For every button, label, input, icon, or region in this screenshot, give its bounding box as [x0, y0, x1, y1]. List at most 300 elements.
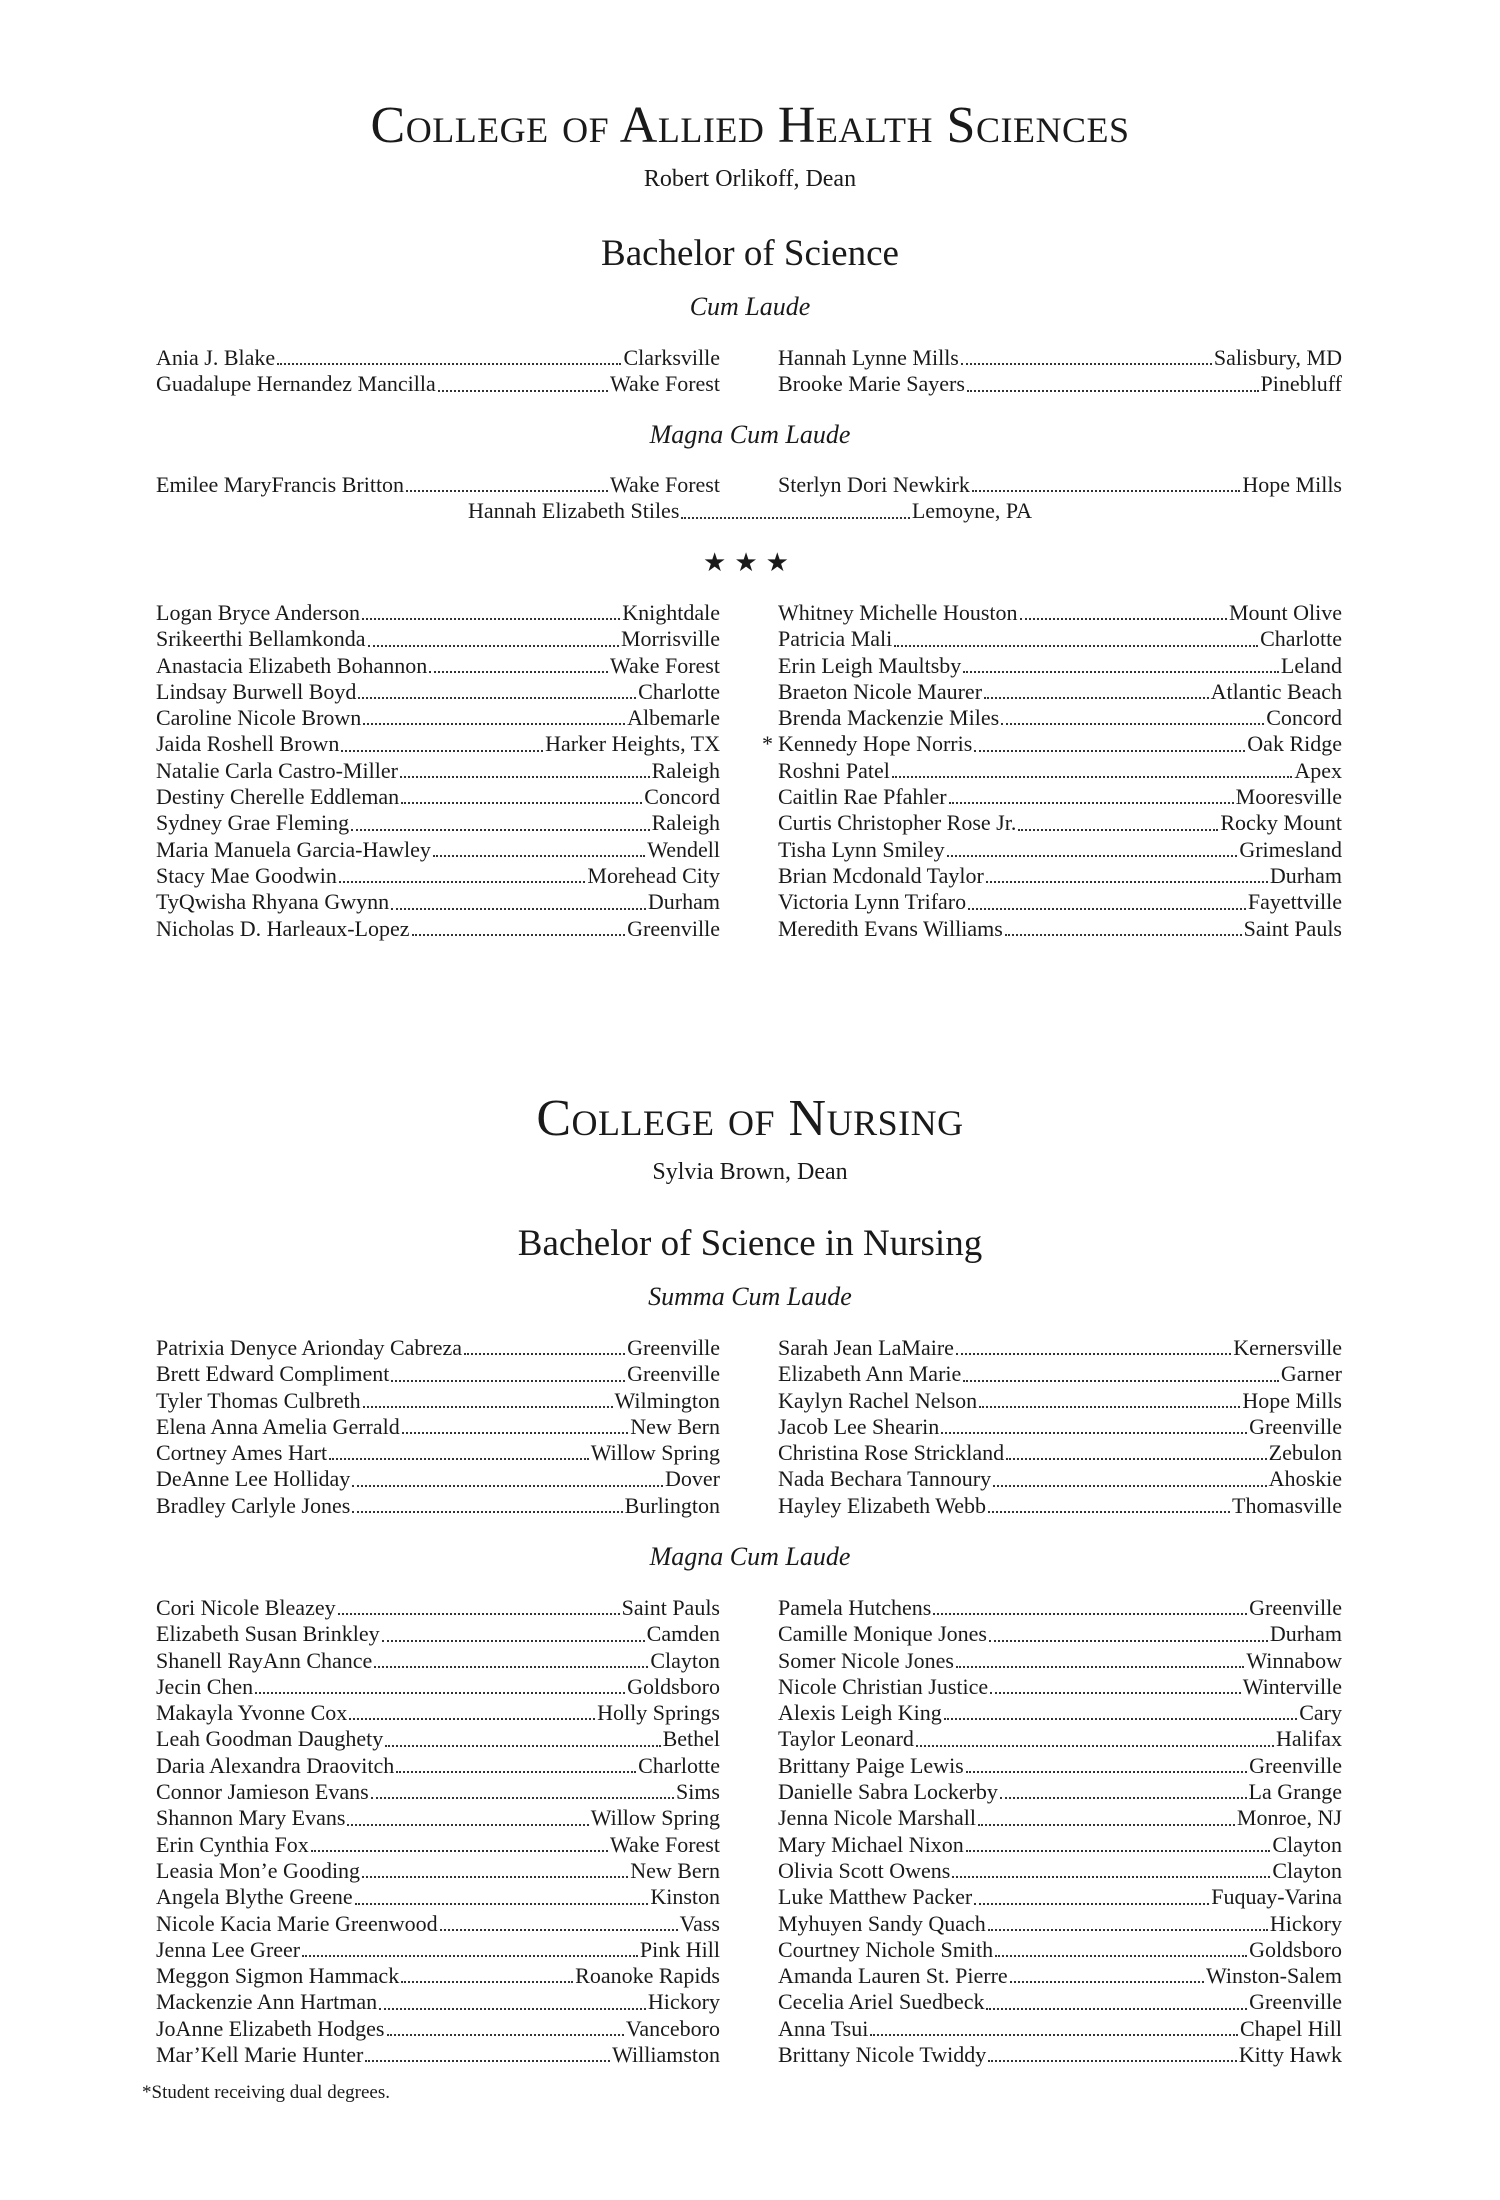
- graduate-hometown: New Bern: [630, 1413, 720, 1439]
- allied-college-title: College of Allied Health Sciences: [370, 97, 1130, 154]
- graduate-name: Shanell RayAnn Chance: [156, 1647, 373, 1673]
- graduate-name: Brian Mcdonald Taylor: [778, 862, 984, 888]
- graduate-name: Angela Blythe Greene: [156, 1884, 353, 1910]
- graduate-hometown: Garner: [1280, 1361, 1342, 1387]
- footnote-wrap: [142, 2082, 390, 2104]
- graduate-entry: [156, 1963, 720, 1989]
- graduate-name: Jenna Lee Greer: [156, 1936, 301, 1962]
- graduate-hometown: Apex: [1294, 757, 1342, 783]
- graduate-name: Brenda Mackenzie Miles: [778, 705, 1000, 731]
- graduate-entry: [778, 889, 1342, 915]
- dot-leader: [341, 749, 543, 752]
- nursing-college-title: College of Nursing: [536, 1090, 964, 1147]
- graduate-name: Guadalupe Hernandez Mancilla: [156, 371, 436, 397]
- graduate-name: Tisha Lynn Smiley: [778, 836, 945, 862]
- graduate-entry: [778, 1753, 1342, 1779]
- nursing-summa-left: [156, 1335, 720, 1519]
- graduate-entry: [156, 2016, 720, 2042]
- graduate-name: Hannah Elizabeth Stiles: [468, 498, 680, 524]
- graduate-hometown: Greenville: [1249, 1413, 1342, 1439]
- dot-leader: [382, 1639, 645, 1642]
- graduate-name: Shannon Mary Evans: [156, 1805, 346, 1831]
- graduate-hometown: Wendell: [647, 836, 720, 862]
- dot-leader: [956, 1352, 1231, 1355]
- graduate-entry: [156, 345, 720, 371]
- graduate-entry: [778, 1414, 1342, 1440]
- nursing-header: [0, 1090, 1500, 1186]
- graduate-entry: [778, 472, 1342, 498]
- graduate-entry: [156, 731, 720, 757]
- allied-magna-left: [156, 472, 720, 498]
- graduate-entry: [778, 1493, 1342, 1519]
- graduate-hometown: Vass: [679, 1910, 720, 1936]
- graduate-hometown: Camden: [646, 1621, 720, 1647]
- graduate-hometown: Durham: [647, 889, 720, 915]
- graduate-hometown: Goldsboro: [627, 1673, 720, 1699]
- graduate-entry: [156, 916, 720, 942]
- graduate-name: Lindsay Burwell Boyd: [156, 678, 357, 704]
- graduate-name: Brooke Marie Sayers: [778, 371, 965, 397]
- dot-leader: [406, 489, 608, 492]
- graduate-name: Maria Manuela Garcia-Hawley: [156, 836, 431, 862]
- graduate-hometown: Dover: [665, 1466, 720, 1492]
- graduate-entry: [778, 1674, 1342, 1700]
- graduate-name: Anastacia Elizabeth Bohannon: [156, 652, 428, 678]
- nursing-magna-left: [156, 1595, 720, 2068]
- nursing-magna-right: [778, 1595, 1342, 2068]
- dot-leader: [892, 775, 1293, 778]
- graduate-entry: [156, 1595, 720, 1621]
- graduate-name: Whitney Michelle Houston: [778, 600, 1018, 625]
- graduate-name: Taylor Leonard: [778, 1726, 914, 1752]
- dot-leader: [952, 1875, 1270, 1878]
- dot-leader: [429, 670, 608, 673]
- graduate-name: Anna Tsui: [778, 2015, 869, 2041]
- allied-magna-heading-wrap: [0, 420, 1500, 450]
- graduate-entry: [778, 863, 1342, 889]
- graduate-entry: [778, 1335, 1342, 1361]
- graduate-name: Cori Nicole Bleazey: [156, 1595, 336, 1620]
- dot-leader: [990, 1691, 1241, 1694]
- graduate-hometown: Greenville: [627, 1335, 720, 1360]
- allied-degree-block: [0, 232, 1500, 275]
- graduate-entry: [156, 1805, 720, 1831]
- graduate-entry: [156, 1493, 720, 1519]
- graduate-hometown: Atlantic Beach: [1210, 678, 1342, 704]
- dot-leader: [400, 775, 650, 778]
- graduate-name: Daria Alexandra Draovitch: [156, 1752, 395, 1778]
- allied-dean: Robert Orlikoff, Dean: [643, 166, 857, 192]
- graduate-entry: [156, 1361, 720, 1387]
- allied-magna-list: [156, 472, 1342, 498]
- graduate-hometown: Grimesland: [1239, 836, 1342, 862]
- graduate-entry: [156, 1648, 720, 1674]
- graduate-entry: [778, 1911, 1342, 1937]
- dot-leader: [396, 1770, 636, 1773]
- graduate-hometown: Ahoskie: [1268, 1466, 1342, 1492]
- graduate-entry: [778, 1726, 1342, 1752]
- dot-leader: [966, 1849, 1271, 1852]
- graduate-entry: [778, 679, 1342, 705]
- dot-leader: [363, 722, 625, 725]
- graduate-name: Hannah Lynne Mills: [778, 345, 959, 370]
- dot-leader: [355, 1902, 649, 1905]
- graduate-name: Natalie Carla Castro-Miller: [156, 757, 398, 783]
- graduate-name: Elizabeth Susan Brinkley: [156, 1621, 380, 1647]
- graduate-hometown: Leland: [1280, 652, 1342, 678]
- graduate-name: Mar’Kell Marie Hunter: [156, 2042, 364, 2068]
- allied-degree-title: Bachelor of Science: [601, 233, 899, 274]
- dot-leader: [986, 2007, 1247, 2010]
- graduate-hometown: Burlington: [624, 1492, 720, 1518]
- graduate-hometown: Greenville: [627, 915, 720, 941]
- graduate-hometown: Salisbury, MD: [1213, 345, 1342, 370]
- allied-magna-heading: Magna Cum Laude: [649, 420, 851, 449]
- allied-general-right: [762, 600, 1342, 942]
- dot-leader: [963, 1379, 1279, 1382]
- graduate-hometown: Concord: [1266, 705, 1342, 731]
- dot-leader: [412, 933, 626, 936]
- graduate-name: Pamela Hutchens: [778, 1595, 932, 1620]
- graduate-hometown: Rocky Mount: [1220, 810, 1342, 836]
- dot-leader: [988, 1928, 1268, 1931]
- dot-leader: [966, 1770, 1247, 1773]
- graduate-entry: [778, 1858, 1342, 1884]
- graduate-name: Nada Bechara Tannoury: [778, 1466, 992, 1492]
- graduate-hometown: Hickory: [1269, 1910, 1342, 1936]
- dot-leader: [972, 489, 1241, 492]
- graduate-hometown: Mount Olive: [1228, 600, 1342, 625]
- dot-leader: [870, 2033, 1238, 2036]
- graduate-hometown: Greenville: [1249, 1989, 1342, 2015]
- dot-leader: [365, 2059, 610, 2062]
- dot-leader: [947, 854, 1238, 857]
- graduate-hometown: Raleigh: [651, 810, 720, 836]
- dot-leader: [933, 1612, 1247, 1615]
- graduate-name: Logan Bryce Anderson: [156, 600, 361, 625]
- graduate-name: Victoria Lynn Trifaro: [778, 889, 967, 915]
- graduate-hometown: Charlotte: [638, 1752, 720, 1778]
- graduate-entry: [778, 1648, 1342, 1674]
- graduate-hometown: Wake Forest: [609, 472, 720, 497]
- graduate-entry: [778, 600, 1342, 626]
- graduate-hometown: Fuquay-Varina: [1211, 1884, 1342, 1910]
- graduate-entry: [778, 1989, 1342, 2015]
- dot-leader: [363, 1405, 613, 1408]
- graduate-hometown: Wilmington: [614, 1387, 720, 1413]
- graduate-hometown: Monroe, NJ: [1236, 1805, 1342, 1831]
- graduate-hometown: Cary: [1299, 1700, 1342, 1726]
- graduate-hometown: Mooresville: [1235, 784, 1342, 810]
- allied-general-list-wrap: [0, 600, 1500, 942]
- graduate-hometown: Clayton: [650, 1647, 720, 1673]
- graduate-name: Jenna Nicole Marshall: [778, 1805, 976, 1831]
- graduate-hometown: Pinebluff: [1260, 371, 1342, 397]
- graduate-hometown: Raleigh: [651, 757, 720, 783]
- dot-leader: [440, 1928, 678, 1931]
- graduate-hometown: Greenville: [1249, 1752, 1342, 1778]
- dot-leader: [374, 1665, 648, 1668]
- graduate-hometown: Williamston: [612, 2042, 720, 2068]
- dot-leader: [949, 801, 1234, 804]
- graduate-name: Curtis Christopher Rose Jr.: [778, 810, 1017, 836]
- graduate-entry: [156, 653, 720, 679]
- dot-leader: [402, 1431, 628, 1434]
- allied-cum-laude-list: [156, 345, 1342, 398]
- graduate-hometown: La Grange: [1248, 1779, 1342, 1805]
- graduate-name: Jacob Lee Shearin: [778, 1413, 940, 1439]
- graduate-name: Erin Cynthia Fox: [156, 1831, 309, 1857]
- graduate-entry: [778, 1595, 1342, 1621]
- graduate-hometown: Clarksville: [623, 345, 720, 370]
- graduate-name: Makayla Yvonne Cox: [156, 1700, 348, 1726]
- dot-leader: [894, 644, 1258, 647]
- graduate-entry: [156, 810, 720, 836]
- nursing-summa-list: [156, 1335, 1342, 1519]
- allied-cum-laude-heading-wrap: [0, 292, 1500, 322]
- graduate-entry: [778, 1621, 1342, 1647]
- graduate-name: Emilee MaryFrancis Britton: [156, 472, 405, 497]
- graduate-entry: [156, 889, 720, 915]
- graduate-hometown: Fayettville: [1247, 889, 1342, 915]
- graduate-hometown: Chapel Hill: [1239, 2015, 1342, 2041]
- graduate-name: Sterlyn Dori Newkirk: [778, 472, 970, 497]
- graduate-entry: [778, 1440, 1342, 1466]
- graduate-entry: [156, 1674, 720, 1700]
- graduate-hometown: Roanoke Rapids: [575, 1963, 720, 1989]
- graduate-entry: [156, 1937, 720, 1963]
- graduate-name: Sydney Grae Fleming: [156, 810, 350, 836]
- graduate-hometown: Kernersville: [1233, 1335, 1342, 1360]
- graduate-name: Patrixia Denyce Arionday Cabreza: [156, 1335, 463, 1360]
- dot-leader: [1005, 933, 1242, 936]
- graduate-entry: [156, 1414, 720, 1440]
- dot-leader: [956, 1665, 1244, 1668]
- graduate-entry: [778, 1779, 1342, 1805]
- allied-magna-right: [778, 472, 1342, 498]
- graduate-name: Srikeerthi Bellamkonda: [156, 626, 366, 652]
- graduate-entry: [762, 731, 1342, 757]
- graduate-name: Meggon Sigmon Hammack: [156, 1963, 400, 1989]
- dot-leader: [974, 749, 1245, 752]
- graduate-entry: [468, 498, 1032, 524]
- graduate-hometown: Winterville: [1242, 1673, 1342, 1699]
- nursing-summa-right: [778, 1335, 1342, 1519]
- graduate-name: Cortney Ames Hart: [156, 1440, 328, 1466]
- graduate-name: Alexis Leigh King: [778, 1700, 942, 1726]
- graduate-hometown: Saint Pauls: [621, 1595, 720, 1620]
- dot-leader: [1000, 1796, 1247, 1799]
- graduate-name: Caroline Nicole Brown: [156, 705, 362, 731]
- dot-leader: [944, 1717, 1297, 1720]
- graduate-entry: [156, 2042, 720, 2068]
- graduate-name: Olivia Scott Owens: [778, 1857, 951, 1883]
- graduate-name: Mackenzie Ann Hartman: [156, 1989, 378, 2015]
- graduate-entry: [156, 1621, 720, 1647]
- graduate-hometown: Pink Hill: [639, 1936, 720, 1962]
- dot-leader: [339, 880, 586, 883]
- dot-leader: [401, 801, 642, 804]
- graduate-name: Elena Anna Amelia Gerrald: [156, 1413, 400, 1439]
- graduate-entry: [156, 863, 720, 889]
- graduate-name: Jaida Roshell Brown: [156, 731, 340, 757]
- graduate-entry: [778, 1700, 1342, 1726]
- graduate-name: Erin Leigh Maultsby: [778, 652, 962, 678]
- graduate-hometown: Winston-Salem: [1206, 1963, 1342, 1989]
- dot-leader: [302, 1954, 638, 1957]
- graduate-name: JoAnne Elizabeth Hodges: [156, 2015, 385, 2041]
- graduate-entry: [156, 1832, 720, 1858]
- graduate-hometown: New Bern: [630, 1857, 720, 1883]
- graduate-entry: [778, 2016, 1342, 2042]
- nursing-summa-heading-wrap: [0, 1282, 1500, 1312]
- dot-leader: [1010, 1980, 1204, 1983]
- graduate-entry: [156, 679, 720, 705]
- allied-cum-laude-heading: Cum Laude: [689, 292, 811, 321]
- graduate-hometown: Wake Forest: [609, 652, 720, 678]
- graduate-entry: [156, 705, 720, 731]
- graduate-entry: [778, 758, 1342, 784]
- dot-leader: [993, 1484, 1267, 1487]
- allied-cum-laude-right: [778, 345, 1342, 398]
- graduate-hometown: Vanceboro: [625, 2015, 720, 2041]
- dot-leader: [368, 644, 619, 647]
- graduate-entry: [778, 653, 1342, 679]
- graduate-name: Hayley Elizabeth Webb: [778, 1492, 986, 1518]
- dot-leader: [277, 362, 621, 365]
- graduate-hometown: Durham: [1269, 1621, 1342, 1647]
- dot-leader: [995, 1954, 1247, 1957]
- graduate-hometown: Kitty Hawk: [1238, 2042, 1342, 2068]
- nursing-magna-list-wrap: [0, 1595, 1500, 2068]
- graduate-entry: [156, 1884, 720, 1910]
- dot-leader: [963, 670, 1279, 673]
- graduate-name: Elizabeth Ann Marie: [778, 1361, 962, 1387]
- graduate-name: Kaylyn Rachel Nelson: [778, 1387, 978, 1413]
- graduate-hometown: Thomasville: [1232, 1492, 1342, 1518]
- dot-leader: [986, 880, 1268, 883]
- graduate-hometown: Hickory: [647, 1989, 720, 2015]
- dot-leader: [255, 1691, 625, 1694]
- graduate-hometown: Wake Forest: [609, 1831, 720, 1857]
- dot-leader: [1018, 828, 1218, 831]
- graduate-entry: [156, 626, 720, 652]
- dot-leader: [968, 907, 1246, 910]
- graduate-entry: [778, 916, 1342, 942]
- dual-degree-mark: *: [762, 731, 773, 757]
- graduate-name: Connor Jamieson Evans: [156, 1779, 369, 1805]
- graduate-name: Luke Matthew Packer: [778, 1884, 973, 1910]
- dot-leader: [916, 1744, 1274, 1747]
- graduate-name: Brittany Paige Lewis: [778, 1752, 964, 1778]
- dot-leader: [988, 2059, 1236, 2062]
- graduate-name: DeAnne Lee Holliday: [156, 1466, 351, 1492]
- graduate-entry: [778, 1884, 1342, 1910]
- graduate-entry: [778, 1963, 1342, 1989]
- allied-header: [0, 97, 1500, 193]
- allied-general-list: [156, 600, 1342, 942]
- graduate-name: Mary Michael Nixon: [778, 1831, 964, 1857]
- graduate-name: TyQwisha Rhyana Gwynn: [156, 889, 390, 915]
- dot-leader: [974, 1902, 1209, 1905]
- graduate-hometown: Kinston: [650, 1884, 720, 1910]
- graduate-name: Myhuyen Sandy Quach: [778, 1910, 986, 1936]
- dot-leader: [1001, 722, 1264, 725]
- dot-leader: [391, 1379, 625, 1382]
- graduate-name: Destiny Cherelle Eddleman: [156, 784, 400, 810]
- dot-leader: [1006, 1457, 1267, 1460]
- graduate-entry: [156, 837, 720, 863]
- graduate-hometown: Halifax: [1276, 1726, 1342, 1752]
- graduate-hometown: Sims: [675, 1779, 720, 1805]
- graduate-entry: [778, 1805, 1342, 1831]
- dot-leader: [401, 1980, 573, 1983]
- nursing-magna-list: [156, 1595, 1342, 2068]
- graduate-entry: [156, 1779, 720, 1805]
- graduate-entry: [156, 1466, 720, 1492]
- graduate-hometown: Charlotte: [638, 678, 720, 704]
- graduate-hometown: Holly Springs: [597, 1700, 720, 1726]
- dot-leader: [984, 696, 1209, 699]
- graduate-entry: [778, 1937, 1342, 1963]
- nursing-degree-title: Bachelor of Science in Nursing: [517, 1223, 983, 1264]
- nursing-magna-heading-wrap: [0, 1542, 1500, 1572]
- graduate-name: Brittany Nicole Twiddy: [778, 2042, 987, 2068]
- dot-leader: [385, 1744, 660, 1747]
- footnote: *Student receiving dual degrees.: [142, 2082, 390, 2103]
- graduate-hometown: Albemarle: [627, 705, 720, 731]
- dot-leader: [347, 1823, 588, 1826]
- graduate-name: Sarah Jean LaMaire: [778, 1335, 954, 1360]
- graduate-name: Patricia Mali: [778, 626, 893, 652]
- dot-leader: [1020, 617, 1227, 620]
- dot-leader: [433, 854, 645, 857]
- dot-leader: [379, 2007, 646, 2010]
- dot-leader: [362, 617, 620, 620]
- graduate-entry: [778, 1466, 1342, 1492]
- allied-magna-list-wrap: [0, 472, 1500, 525]
- dot-leader: [988, 1510, 1230, 1513]
- nursing-degree-block: [0, 1222, 1500, 1265]
- graduate-name: Brett Edward Compliment: [156, 1361, 390, 1387]
- graduate-name: Jecin Chen: [156, 1673, 254, 1699]
- graduate-entry: [156, 1911, 720, 1937]
- graduate-hometown: Hope Mills: [1242, 472, 1342, 497]
- graduate-hometown: Greenville: [1249, 1595, 1342, 1620]
- graduate-entry: [156, 1440, 720, 1466]
- graduate-name: Kennedy Hope Norris: [778, 731, 973, 757]
- graduate-name: Cecelia Ariel Suedbeck: [778, 1989, 985, 2015]
- graduate-entry: [156, 472, 720, 498]
- graduate-hometown: Harker Heights, TX: [545, 731, 720, 757]
- graduate-name: Ania J. Blake: [156, 345, 276, 370]
- graduate-entry: [778, 371, 1342, 397]
- graduate-entry: [156, 784, 720, 810]
- allied-magna-center: [468, 498, 1032, 524]
- graduate-entry: [156, 1700, 720, 1726]
- graduate-name: Leasia Mon’e Gooding: [156, 1857, 361, 1883]
- graduate-name: Tyler Thomas Culbreth: [156, 1387, 361, 1413]
- graduate-entry: [778, 1361, 1342, 1387]
- graduate-name: Braeton Nicole Maurer: [778, 678, 983, 704]
- graduate-hometown: Clayton: [1272, 1831, 1342, 1857]
- dot-leader: [979, 1405, 1240, 1408]
- graduate-entry: [156, 600, 720, 626]
- graduate-entry: [778, 810, 1342, 836]
- graduate-entry: [778, 705, 1342, 731]
- graduate-entry: [778, 1832, 1342, 1858]
- graduate-entry: [156, 1989, 720, 2015]
